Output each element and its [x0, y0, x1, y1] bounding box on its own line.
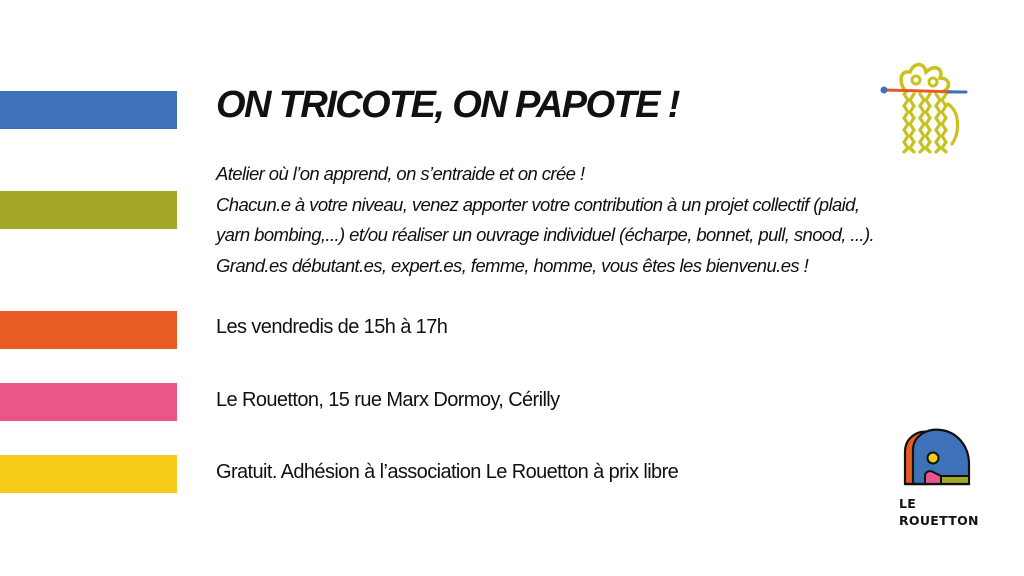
olive-stripe	[0, 191, 177, 229]
blue-stripe	[0, 91, 177, 129]
orange-stripe	[0, 311, 177, 349]
intro-text	[216, 159, 1006, 281]
intro-line: Grand.es débutant.es, expert.es, femme, homme, vous êtes les bienvenu.es !	[216, 254, 809, 276]
address-text: Le Rouetton, 15 rue Marx Dormoy, Cérilly	[216, 389, 560, 411]
page-title: ON TRICOTE, ON PAPOTE !	[216, 84, 679, 126]
schedule-text: Les vendredis de 15h à 17h	[216, 316, 448, 338]
yellow-stripe	[0, 455, 177, 493]
intro-line: Atelier où l’on apprend, on s’entraide et on crée !	[216, 163, 585, 184]
logo-line-le: LE	[899, 496, 917, 511]
pink-stripe	[0, 383, 177, 421]
logo-text	[899, 495, 979, 529]
knitting-needles-icon	[878, 52, 968, 157]
price-text: Gratuit. Adhésion à l’association Le Rouetton à prix libre	[216, 461, 679, 483]
intro-line: yarn bombing,...) et/ou réaliser un ouvrage individuel (écharpe, bonnet, pull, snood, ...).	[216, 224, 875, 245]
logo-line-rouetton: ROUETTON	[899, 513, 979, 528]
intro-line: Chacun.e à votre niveau, venez apporter votre contribution à un projet collectif (plaid,	[216, 193, 860, 215]
